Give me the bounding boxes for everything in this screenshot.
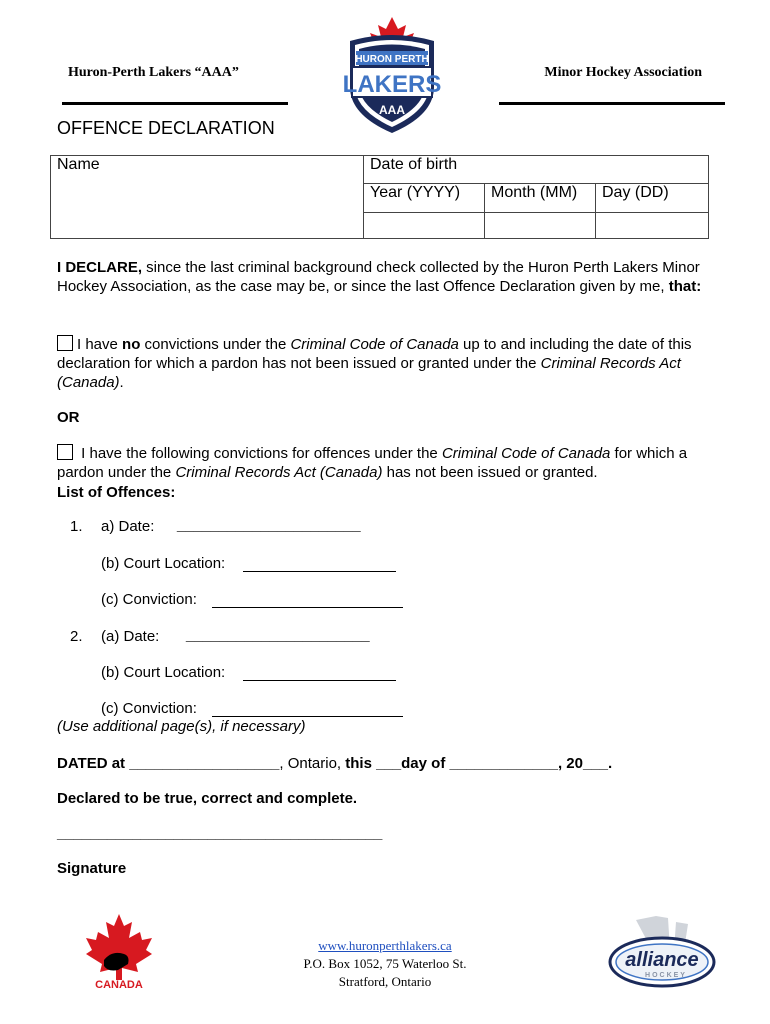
address-line-1: P.O. Box 1052, 75 Waterloo St.: [303, 956, 467, 971]
signature-line[interactable]: _______________________________________: [57, 825, 383, 842]
lakers-logo-bottom-text: AAA: [379, 103, 405, 117]
dated-at-label: DATED at: [57, 755, 130, 772]
address-line-2: Stratford, Ontario: [338, 974, 432, 989]
month-header-cell: [485, 184, 596, 212]
dated-this-label: this: [345, 755, 377, 772]
header-right-title: Minor Hockey Association: [544, 65, 702, 80]
day-header-cell: [596, 184, 709, 212]
option1-end: .: [119, 374, 124, 391]
declaration-paragraph: [57, 258, 722, 296]
option2-italic2: Criminal Records Act (Canada): [175, 464, 383, 481]
header-left-rule: [62, 102, 288, 105]
dob-header-cell: [364, 156, 709, 184]
offence-2-number: 2.: [70, 628, 83, 645]
dob-label: Date of birth: [370, 156, 458, 173]
month-input-cell[interactable]: [485, 212, 596, 238]
page-title: OFFENCE DECLARATION: [57, 118, 275, 138]
name-cell[interactable]: [51, 156, 364, 239]
option-has-convictions: [57, 444, 722, 482]
option2-post: has not been issued or granted.: [382, 464, 598, 481]
alliance-text: alliance: [625, 949, 699, 971]
website-link[interactable]: www.huronperthlakers.ca: [318, 938, 452, 953]
option1-italic2: Criminal Records Act (Canada): [57, 355, 681, 391]
declare-that: that:: [668, 278, 702, 295]
declare-body: since the last criminal background check collected by the Huron Perth Lakers Minor Hockey Association, as the case may be, or since the last Offence Declaration given by me,: [57, 259, 700, 295]
offence-2-conviction-label: (c) Conviction:: [101, 700, 197, 717]
day-label: Day (DD): [602, 184, 669, 202]
dated-year-prefix: , 20: [557, 755, 583, 772]
offence-1-court-label: (b) Court Location:: [101, 555, 226, 572]
offence-2-date-label: (a) Date:: [101, 628, 160, 645]
option1-mid: convictions under the: [140, 336, 291, 353]
lakers-logo: [340, 15, 444, 135]
offence-1-number: 1.: [70, 518, 83, 535]
header-left-title: Huron-Perth Lakers “AAA”: [68, 65, 239, 80]
option-no-convictions: [57, 335, 717, 392]
year-label: Year (YYYY): [370, 184, 461, 202]
option1-italic1: Criminal Code of Canada: [290, 336, 459, 353]
has-convictions-checkbox[interactable]: [57, 444, 73, 460]
offence-2-court-field[interactable]: [243, 680, 396, 681]
option1-bold: no: [122, 336, 141, 353]
list-of-offences-title: List of Offences:: [57, 484, 176, 501]
month-label: Month (MM): [491, 184, 578, 202]
option2-italic1: Criminal Code of Canada: [441, 445, 611, 462]
dated-year-field[interactable]: ___: [582, 755, 608, 772]
offence-2-conviction-field[interactable]: [212, 716, 403, 717]
declared-true-text: Declared to be true, correct and complete.: [57, 790, 358, 807]
dated-period: .: [608, 755, 613, 772]
option1-post: up to and including the date of this declaration for which a pardon has not been issued or granted under the: [57, 336, 692, 372]
hockey-text: HOCKEY: [645, 972, 687, 979]
offence-1-conviction-label: (c) Conviction:: [101, 591, 197, 608]
dated-ontario: , Ontario,: [279, 755, 346, 772]
offence-2-court-label: (b) Court Location:: [101, 664, 226, 681]
header-right-rule: [499, 102, 725, 105]
offence-1-date-blank[interactable]: ______________________: [177, 516, 361, 533]
year-input-cell[interactable]: [364, 212, 485, 238]
alliance-hockey-logo: [606, 910, 718, 992]
dated-month-field[interactable]: _____________: [449, 755, 558, 772]
signature-label: Signature: [57, 860, 127, 877]
no-convictions-checkbox[interactable]: [57, 335, 73, 351]
offence-1-date-label: a) Date:: [101, 518, 155, 535]
dated-place-field[interactable]: __________________: [129, 755, 280, 772]
option2-pre: I have the following convictions for offences under the: [77, 445, 442, 462]
option1-pre: I have: [77, 336, 123, 353]
dated-line: [57, 754, 737, 773]
offence-2-date-blank[interactable]: ______________________: [186, 626, 370, 643]
lakers-logo-top-text: HURON PERTH: [355, 54, 429, 65]
year-header-cell: [364, 184, 485, 212]
hockey-canada-text: CANADA: [95, 979, 143, 990]
name-label: Name: [57, 156, 100, 173]
option2-mid: for which a pardon under the: [57, 445, 688, 481]
offence-1-conviction-field[interactable]: [212, 607, 403, 608]
identity-table: [50, 155, 709, 239]
additional-pages-note: (Use additional page(s), if necessary): [57, 718, 306, 735]
declare-lead: I DECLARE,: [57, 259, 143, 276]
dated-day-field[interactable]: ___: [376, 755, 402, 772]
or-label: OR: [57, 409, 80, 426]
offence-1-court-field[interactable]: [243, 571, 396, 572]
day-input-cell[interactable]: [596, 212, 709, 238]
dated-dayof-label: day of: [401, 755, 450, 772]
lakers-logo-main-text: LAKERS: [342, 71, 442, 98]
